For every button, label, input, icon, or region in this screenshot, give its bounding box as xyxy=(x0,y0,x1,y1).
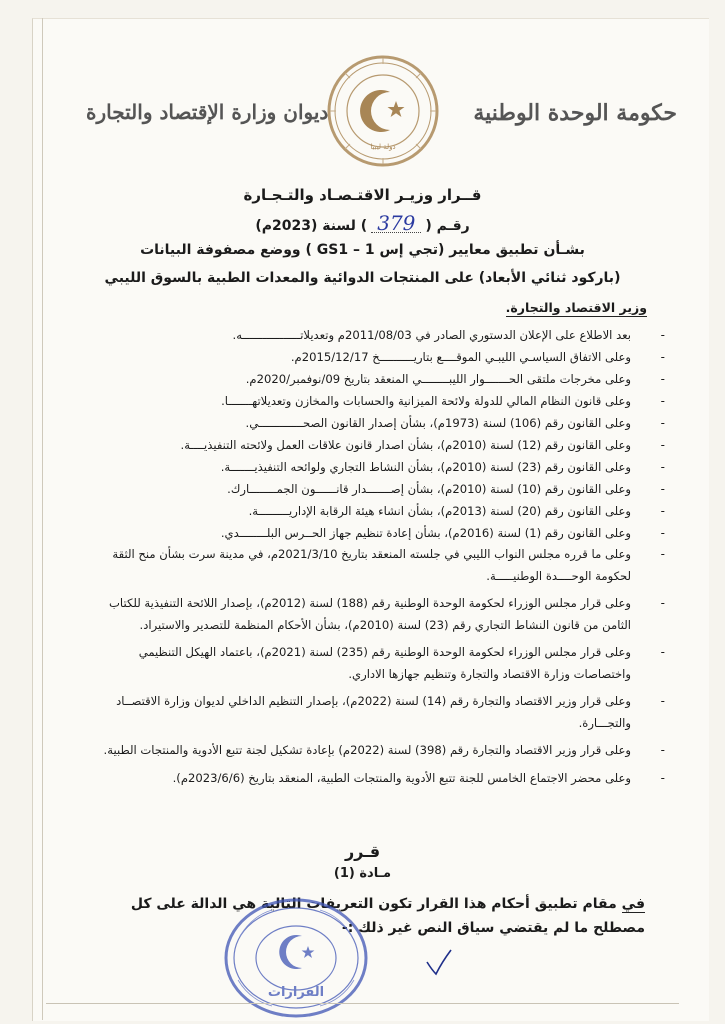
libya-emblem-icon xyxy=(326,54,440,168)
bullet-icon: - xyxy=(660,526,665,540)
ministry-office-name: ديوان وزارة الإقتصاد والتجارة xyxy=(86,100,329,124)
decree-number-suffix: ) لسنة (2023م) xyxy=(255,218,368,234)
recital-item: - وعلى الاتفاق السياسـي الليبـي الموقــــع بتاريــــــــــخ 2015/12/17م. xyxy=(90,346,645,368)
decree-number-handwritten: 379 xyxy=(371,214,421,233)
bullet-icon: - xyxy=(660,394,665,408)
government-name: حكومة الوحدة الوطنية xyxy=(473,100,677,126)
recital-item: - وعلى القانون رقم (10) لسنة (2010م)، بشأن إصـــــــدار قانــــــون الجمــــــــارك. xyxy=(90,478,645,500)
recital-item: - وعلى قرار وزير الاقتصاد والتجارة رقم (398) لسنة (2022م) بإعادة تشكيل لجنة تتبع الأدوية والمنتجات الطبية. xyxy=(90,740,645,762)
article-1-body: مقام تطبيق أحكام هذا القرار تكون التعريفات التالية هي الدالة على كل مصطلح ما لم يقتضي سياق النص غير ذلك :- xyxy=(130,896,645,936)
decree-number-prefix: رقـم ( xyxy=(425,218,470,234)
recital-item: - وعلى القانون رقم (20) لسنة (2013م)، بشأن انشاء هيئة الرقابة الإداريـــــــــة. xyxy=(90,500,645,522)
recital-item: - وعلى مخرجات ملتقى الحـــــــوار الليبــــــــي المنعقد بتاريخ 09/نوفمبر/2020م. xyxy=(90,368,645,390)
decree-subject-line1: بشـأن تطبيق معايير (تجي إس 1 – GS1 ) ووضع مصفوفة البيانات xyxy=(140,242,585,258)
bullet-icon: - xyxy=(660,482,665,496)
recitals-list xyxy=(90,324,665,795)
bullet-icon: - xyxy=(660,438,665,452)
decree-title: قــرار وزيـر الاقتـصـاد والتـجـارة xyxy=(243,186,482,204)
recital-item: - وعلى قرار مجلس الوزراء لحكومة الوحدة الوطنية رقم (235) لسنة (2021م)، باعتماد الهيكل التنظيمي واختصاصات وزارة الاقتصاد والتجارة وتنظيم جهازها الاداري. xyxy=(90,642,645,685)
bullet-icon: - xyxy=(660,460,665,474)
bullet-icon: - xyxy=(660,645,665,659)
minister-heading: وزير الاقتصاد والتجارة. xyxy=(505,300,647,315)
official-stamp-icon xyxy=(222,896,370,1020)
bottom-margin-line xyxy=(46,1003,679,1004)
bullet-icon: - xyxy=(660,328,665,342)
bullet-icon: - xyxy=(660,770,665,785)
emblem-ring-text: دولة ليبيا xyxy=(370,143,396,151)
decision-heading: قـرر xyxy=(344,842,381,861)
bullet-icon: - xyxy=(660,350,665,364)
recital-item: - وعلى القانون رقم (23) لسنة (2010م)، بشأن النشاط التجاري ولوائحه التنفيذيـــــــة. xyxy=(90,456,645,478)
stamp-label: القرارات xyxy=(267,985,325,1000)
recital-item: - وعلى محضر الاجتماع الخامس للجنة تتبع الأدوية والمنتجات الطبية، المنعقد بتاريخ (2023/6/6م). xyxy=(90,768,645,790)
bullet-icon: - xyxy=(660,372,665,386)
decree-number-line xyxy=(0,211,725,235)
bullet-icon: - xyxy=(660,547,665,561)
bullet-icon: - xyxy=(660,596,665,610)
bullet-icon: - xyxy=(660,416,665,430)
recital-item: - وعلى ما قرره مجلس النواب الليبي في جلسته المنعقد بتاريخ 2021/3/10م، في مدينة سرت بشأن منح الثقة لحكومة الوحــــدة الوطنيـــــة. xyxy=(90,544,645,587)
bullet-icon: - xyxy=(660,504,665,518)
recital-item: - وعلى القانون رقم (12) لسنة (2010م)، بشأن اصدار قانون علاقات العمل ولائحته التنفيذيــــة. xyxy=(90,434,645,456)
recital-item: - وعلى قرار مجلس الوزراء لحكومة الوحدة الوطنية رقم (188) لسنة (2012م)، بإصدار اللائحة التنفيذية للكتاب الثامن من قانون النشاط التجاري رقم (23) لسنة (2010م)، بشأن الأحكام المنظمة للتصدير والاستيراد. xyxy=(90,593,645,636)
recital-item: - وعلى قانون النظام المالي للدولة ولائحة الميزانية والحسابات والمخازن وتعديلاتهـــــــا. xyxy=(90,390,645,412)
recital-item: - وعلى قرار وزير الاقتصاد والتجارة رقم (14) لسنة (2022م)، بإصدار التنظيم الداخلي لديوان وزارة الاقتصــاد والتجـــارة. xyxy=(90,691,645,734)
bullet-icon: - xyxy=(660,694,665,708)
article-heading: مـادة (1) xyxy=(333,866,392,881)
handwritten-mark-icon xyxy=(424,948,454,978)
decree-subject-line2: (باركود ثنائي الأبعاد) على المنتجات الدوائية والمعدات الطبية بالسوق الليبي xyxy=(104,270,621,286)
article-1-underlined-word: في xyxy=(621,896,645,912)
recital-item: - وعلى القانون رقم (106) لسنة (1973م)، بشأن إصدار القانون الصحـــــــــــــي. xyxy=(90,412,645,434)
recital-item: - بعد الاطلاع على الإعلان الدستوري الصادر في 2011/08/03م وتعديلاتـــــــــــــــــه. xyxy=(90,324,645,346)
recital-item: - وعلى القانون رقم (1) لسنة (2016م)، بشأن إعادة تنظيم جهاز الحــرس البلــــــــدي. xyxy=(90,522,645,544)
bullet-icon: - xyxy=(660,743,665,757)
